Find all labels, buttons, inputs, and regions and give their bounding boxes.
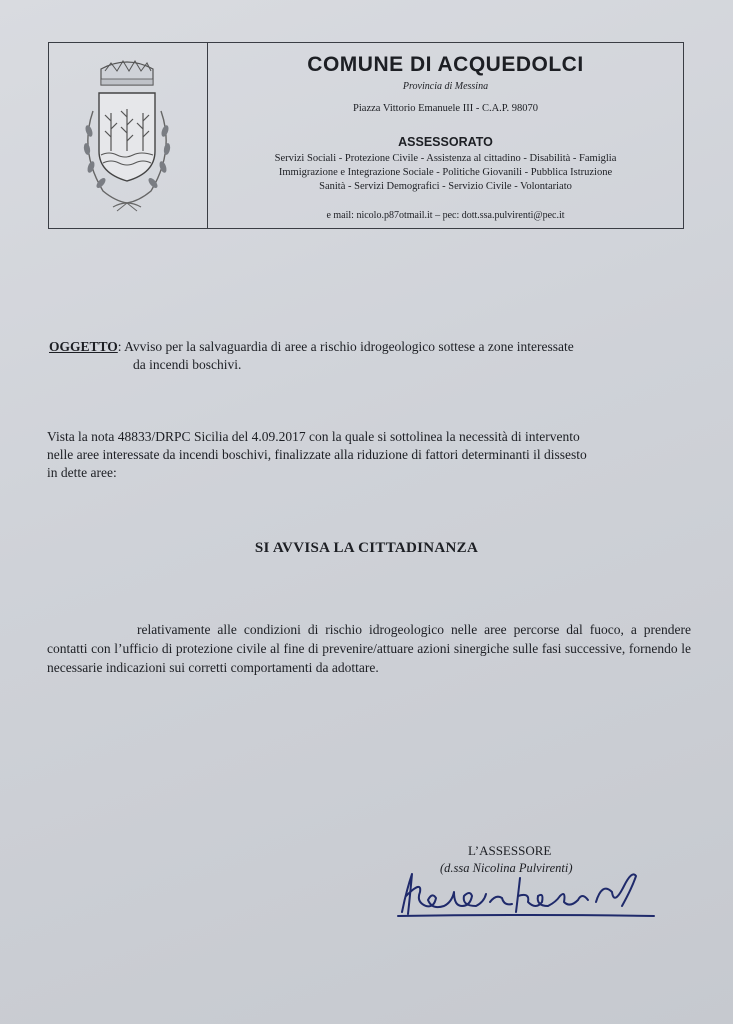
subject-text: : Avviso per la salvaguardia di aree a rischio idrogeologico sottese a zone interessate: [117, 339, 574, 354]
premise-line: in dette aree:: [47, 465, 117, 480]
services-line: Servizi Sociali - Protezione Civile - Assistenza al cittadino - Disabilità - Famiglia: [274, 153, 617, 164]
subject: [49, 338, 689, 374]
services-list: [214, 152, 677, 194]
services-line: Sanità - Servizi Demografici - Servizio Civile - Volontariato: [319, 181, 572, 192]
notice-body: relativamente alle condizioni di rischio idrogeologico nelle aree percorse dal fuoco, a prendere contatti con l’ufficio di protezione civile al fine di prevenire/attuare azioni sinergiche sulle fasi successive, fornendo le necessarie indicazioni sui corretti comportamenti da adottare.: [47, 622, 691, 675]
signatory-title: L’ASSESSORE: [468, 843, 552, 858]
letterhead-text: [208, 43, 683, 228]
premise-paragraph: [47, 428, 697, 482]
subject-text-continued: da incendi boschivi.: [133, 357, 242, 372]
province: Provincia di Messina: [402, 81, 489, 92]
handwritten-signature: [392, 862, 662, 922]
address: Piazza Vittorio Emanuele III - C.A.P. 98070: [353, 103, 538, 114]
subject-label: OGGETTO: [49, 339, 118, 354]
notice-heading: SI AVVISA LA CITTADINANZA: [254, 540, 479, 556]
crest-cell: [49, 43, 208, 228]
municipal-crest-icon: [67, 51, 187, 221]
department-title: ASSESSORATO: [398, 135, 493, 149]
premise-line: nelle aree interessate da incendi boschivi, finalizzate alla riduzione di fattori determinanti il dissesto: [47, 447, 587, 462]
services-line: Immigrazione e Integrazione Sociale - Politiche Giovanili - Pubblica Istruzione: [278, 167, 613, 178]
letterhead: [48, 42, 684, 229]
contact-info: e mail: nicolo.p87otmail.it – pec: dott.ssa.pulvirenti@pec.it: [326, 210, 565, 221]
premise-line: Vista la nota 48833/DRPC Sicilia del 4.09.2017 con la quale si sottolinea la necessità di intervento: [47, 429, 580, 444]
municipality-name: COMUNE DI ACQUEDOLCI: [307, 53, 584, 76]
signatory-name: (d.ssa Nicolina Pulvirenti): [440, 861, 573, 875]
